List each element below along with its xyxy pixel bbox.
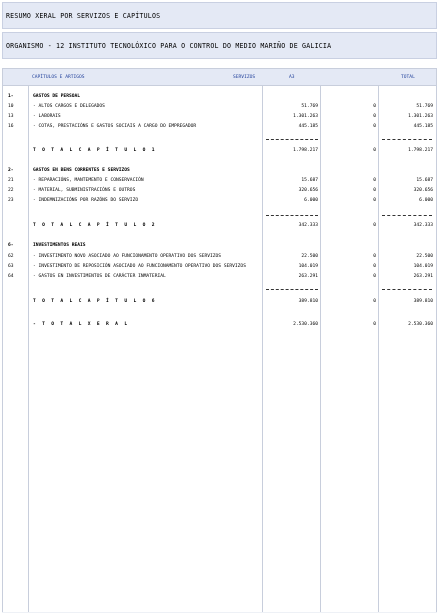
row-description: - T O T A L X E R A L xyxy=(33,322,129,327)
row-a3-value: 0 xyxy=(373,178,376,183)
row-code: 2- xyxy=(8,168,14,173)
organism-title: ORGANISMO - 12 INSTITUTO TECNOLÓXICO PARA O CONTROL DO MEDIO MARIÑO DE GALICIA xyxy=(2,32,437,59)
row-total-value: 1.301.263 xyxy=(408,114,433,119)
row-description: - MATERIAL, SUBMINISTRACIÓNS E OUTROS xyxy=(33,188,136,193)
row-total-value: 342.333 xyxy=(413,223,433,228)
report-title: RESUMO XERAL POR SERVIZOS E CAPÍTULOS xyxy=(2,2,437,29)
table-border-bottom xyxy=(2,612,437,613)
row-description: INVESTIMENTOS REAIS xyxy=(33,243,86,248)
row-total-value: 445.185 xyxy=(413,124,433,129)
row-code: 6- xyxy=(8,243,14,248)
table-row xyxy=(2,112,437,122)
row-code: 22 xyxy=(8,188,14,193)
chapter-total-row xyxy=(2,297,437,307)
row-description: - INVESTIMENTO DE REPOSICIÓN ASOCIADO AO FUNCIONAMENTO OPERATIVO DOS SERVIZOS xyxy=(33,264,246,269)
table-row xyxy=(2,122,437,132)
row-description: - ALTOS CARGOS E DELEGADOS xyxy=(33,104,105,109)
column-header-chapters: CAPÍTULOS E ARTIGOS xyxy=(32,75,85,80)
subtotal-rule xyxy=(382,289,432,290)
row-total-value: 51.769 xyxy=(416,104,433,109)
row-a3-value: 0 xyxy=(373,322,376,327)
subtotal-rule xyxy=(382,139,432,140)
column-header-total: TOTAL xyxy=(401,75,415,80)
row-total-value: 2.530.360 xyxy=(408,322,433,327)
table-row xyxy=(2,262,437,272)
row-description: T O T A L C A P Í T U L O 2 xyxy=(33,223,157,228)
row-a3-value: 0 xyxy=(373,114,376,119)
row-description: - INVESTIMENTO NOVO ASOCIADO AO FUNCIONAMENTO OPERATIVO DOS SERVIZOS xyxy=(33,254,222,259)
table-row xyxy=(2,176,437,186)
row-total-value: 104.019 xyxy=(413,264,433,269)
column-header-row xyxy=(2,68,437,86)
row-a3-value: 0 xyxy=(373,124,376,129)
row-a3-value: 0 xyxy=(373,188,376,193)
row-code: 1- xyxy=(8,94,14,99)
row-a3-value: 0 xyxy=(373,299,376,304)
row-a3-value: 0 xyxy=(373,264,376,269)
subtotal-rule xyxy=(266,289,318,290)
row-a3-value: 0 xyxy=(373,254,376,259)
table-row xyxy=(2,186,437,196)
grand-total-row xyxy=(2,320,437,330)
table-row xyxy=(2,166,437,176)
row-description: - REPARACIÓNS, MANTEMENTO E CONSERVACIÓN xyxy=(33,178,144,183)
row-description: - INDEMNIZACIÓNS POR RAZÓNS DO SERVIZO xyxy=(33,198,139,203)
row-total-value: 1.798.217 xyxy=(408,148,433,153)
row-services-value: 342.333 xyxy=(298,223,318,228)
row-services-value: 2.530.360 xyxy=(293,322,318,327)
row-code: 62 xyxy=(8,254,14,259)
chapter-total-row xyxy=(2,146,437,156)
row-services-value: 51.769 xyxy=(301,104,318,109)
row-a3-value: 0 xyxy=(373,148,376,153)
row-services-value: 6.000 xyxy=(304,198,318,203)
row-total-value: 6.000 xyxy=(419,198,433,203)
row-code: 21 xyxy=(8,178,14,183)
column-header-a3: A3 xyxy=(289,75,295,80)
row-description: GASTOS DE PERSOAL xyxy=(33,94,81,99)
table-row xyxy=(2,196,437,206)
table-row xyxy=(2,102,437,112)
row-services-value: 263.291 xyxy=(298,274,318,279)
row-description: T O T A L C A P Í T U L O 1 xyxy=(33,148,157,153)
row-services-value: 445.185 xyxy=(298,124,318,129)
row-code: 10 xyxy=(8,104,14,109)
row-description: GASTOS EN BENS CORRENTES E SERVIZOS xyxy=(33,168,130,173)
row-services-value: 104.019 xyxy=(298,264,318,269)
subtotal-rule xyxy=(266,139,318,140)
row-total-value: 389.810 xyxy=(413,299,433,304)
row-services-value: 389.810 xyxy=(298,299,318,304)
row-a3-value: 0 xyxy=(373,223,376,228)
row-description: T O T A L C A P Í T U L O 6 xyxy=(33,299,157,304)
row-services-value: 1.798.217 xyxy=(293,148,318,153)
summary-table xyxy=(2,68,437,613)
row-services-value: 1.301.263 xyxy=(293,114,318,119)
row-code: 23 xyxy=(8,198,14,203)
row-a3-value: 0 xyxy=(373,198,376,203)
row-description: - LABORAIS xyxy=(33,114,61,119)
row-total-value: 22.500 xyxy=(416,254,433,259)
row-description: - GASTOS EN INVESTIMENTOS DE CARÁCTER INMATERIAL xyxy=(33,274,166,279)
row-a3-value: 0 xyxy=(373,274,376,279)
row-code: 13 xyxy=(8,114,14,119)
row-code: 16 xyxy=(8,124,14,129)
row-services-value: 22.500 xyxy=(301,254,318,259)
row-code: 63 xyxy=(8,264,14,269)
table-row xyxy=(2,92,437,102)
row-services-value: 320.656 xyxy=(298,188,318,193)
table-row xyxy=(2,252,437,262)
column-header-services: SERVIZOS xyxy=(233,75,256,80)
chapter-total-row xyxy=(2,221,437,231)
row-code: 64 xyxy=(8,274,14,279)
table-row xyxy=(2,241,437,251)
table-row xyxy=(2,272,437,282)
row-total-value: 15.687 xyxy=(416,178,433,183)
row-a3-value: 0 xyxy=(373,104,376,109)
row-description: - COTAS, PRESTACIÓNS E GASTOS SOCIAIS A CARGO DO EMPREGADOR xyxy=(33,124,197,129)
row-total-value: 263.291 xyxy=(413,274,433,279)
subtotal-rule xyxy=(266,215,318,216)
subtotal-rule xyxy=(382,215,432,216)
row-services-value: 15.687 xyxy=(301,178,318,183)
row-total-value: 320.656 xyxy=(413,188,433,193)
